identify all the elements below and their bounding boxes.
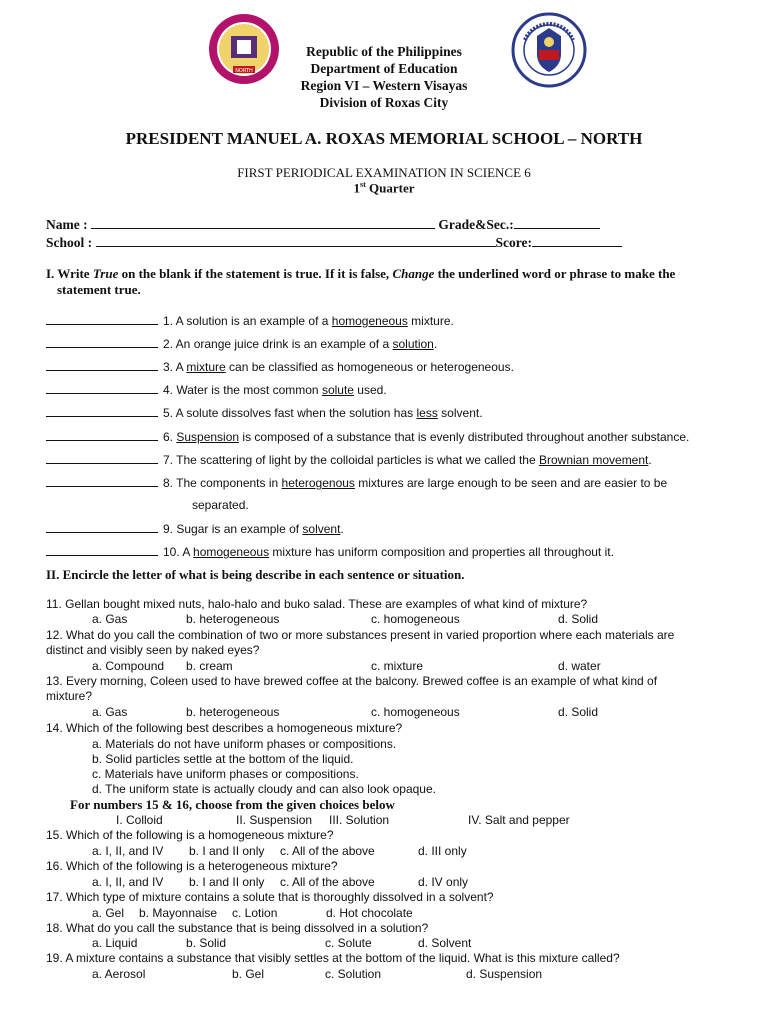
q18-choice-a[interactable]: a. Liquid	[92, 936, 138, 950]
item8-continuation: separated.	[192, 498, 249, 512]
question-16: 16. Which of the following is a heterogeneous mixture?	[46, 859, 338, 873]
q17-choice-c[interactable]: c. Lotion	[232, 906, 278, 920]
tf-item-text: 8. The components in	[163, 476, 282, 490]
q19-choice-b[interactable]: b. Gel	[232, 967, 265, 981]
school-title: PRESIDENT MANUEL A. ROXAS MEMORIAL SCHOOL – NORTH	[125, 129, 643, 148]
tf-item-text-end: .	[433, 337, 438, 351]
q19-choice-c[interactable]: c. Solution	[325, 967, 382, 981]
tf-item-underlined: solution	[392, 337, 434, 351]
q15-choice-b[interactable]: b. I and II only	[189, 844, 265, 858]
tf-item-text: 6.	[163, 430, 177, 444]
tf-item-underlined: Suspension	[176, 430, 240, 444]
choices-note: For numbers 15 & 16, choose from the given choices below	[70, 797, 395, 812]
tf-item-text: 4. Water is the most common	[163, 383, 322, 397]
tf-item	[46, 521, 344, 536]
q14-choice-b[interactable]: b. Solid particles settle at the bottom of the liquid.	[92, 752, 354, 766]
name-label: Name :	[46, 217, 88, 232]
question-11: 11. Gellan bought mixed nuts, halo-halo and buko salad. These are examples of what kind of mixture?	[46, 597, 588, 611]
roman-choice-1: I. Colloid	[116, 813, 163, 827]
tf-item	[46, 313, 454, 328]
tf-item-text-end: can be classified as homogeneous or heterogeneous.	[225, 360, 514, 374]
tf-item-underlined: solute	[321, 383, 354, 397]
tf-item-text: 7. The scattering of light by the colloidal particles is what we called the	[163, 453, 539, 467]
q13-choice-a[interactable]: a. Gas	[92, 705, 128, 719]
roman-choice-3: III. Solution	[329, 813, 390, 827]
answer-blank[interactable]	[46, 452, 158, 464]
tf-item	[46, 475, 667, 490]
q11-choice-b[interactable]: b. heterogeneous	[186, 612, 280, 626]
q15-choice-d[interactable]: d. III only	[418, 844, 467, 858]
question-15: 15. Which of the following is a homogeneous mixture?	[46, 828, 334, 842]
tf-item	[46, 544, 614, 559]
tf-item-underlined: solvent	[302, 522, 341, 536]
name-row	[46, 217, 600, 233]
question-17: 17. Which type of mixture contains a solute that is thoroughly dissolved in a solvent?	[46, 890, 494, 904]
question-13-cont: mixture?	[46, 689, 93, 703]
q14-choice-c[interactable]: c. Materials have uniform phases or compositions.	[92, 767, 359, 781]
q17-choice-b[interactable]: b. Mayonnaise	[139, 906, 218, 920]
tf-item-underlined: Brownian movement	[538, 453, 649, 467]
question-18: 18. What do you call the substance that is being dissolved in a solution?	[46, 921, 429, 935]
question-12-cont: distinct and visibly seen by naked eyes?	[46, 643, 260, 657]
q16-choice-c[interactable]: c. All of the above	[280, 875, 375, 889]
q11-choice-c[interactable]: c. homogeneous	[371, 612, 460, 626]
q15-choice-a[interactable]: a. I, II, and IV	[92, 844, 164, 858]
answer-blank[interactable]	[46, 336, 158, 348]
tf-item	[46, 405, 483, 420]
part1-instructions: I. Write True on the blank if the statement is true. If it is false, Change the underlined word or phrase to make the	[46, 266, 676, 281]
q12-choice-b[interactable]: b. cream	[186, 659, 233, 673]
school-blank[interactable]	[96, 235, 496, 247]
tf-item	[46, 336, 437, 351]
tf-item-underlined: less	[416, 406, 438, 420]
q17-choice-a[interactable]: a. Gel	[92, 906, 125, 920]
tf-item-text-end: used.	[353, 383, 387, 397]
school-row	[46, 235, 622, 251]
question-19: 19. A mixture contains a substance that visibly settles at the bottom of the liquid. What is this mixture called?	[46, 951, 620, 965]
q13-choice-d[interactable]: d. Solid	[558, 705, 599, 719]
q17-choice-d[interactable]: d. Hot chocolate	[326, 906, 413, 920]
q18-choice-b[interactable]: b. Solid	[186, 936, 227, 950]
tf-item-text: 1. A solution is an example of a	[163, 314, 332, 328]
tf-item-text: 2. An orange juice drink is an example of a	[163, 337, 393, 351]
answer-blank[interactable]	[46, 313, 158, 325]
grade-blank[interactable]	[514, 217, 600, 229]
tf-item-text: 3. A	[163, 360, 187, 374]
roman-choice-2: II. Suspension	[236, 813, 313, 827]
quarter-label: 1st Quarter	[353, 180, 415, 196]
answer-blank[interactable]	[46, 359, 158, 371]
q12-choice-c[interactable]: c. mixture	[371, 659, 424, 673]
q12-choice-d[interactable]: d. water	[558, 659, 601, 673]
header-republic: Republic of the Philippines	[306, 44, 462, 59]
tf-item-text: 5. A solute dissolves fast when the solution has	[163, 406, 417, 420]
answer-blank[interactable]	[46, 475, 158, 487]
tf-item-text: 10. A	[163, 545, 194, 559]
answer-blank[interactable]	[46, 429, 158, 441]
q19-choice-a[interactable]: a. Aerosol	[92, 967, 146, 981]
q12-choice-a[interactable]: a. Compound	[92, 659, 165, 673]
tf-item-underlined: homogeneous	[331, 314, 408, 328]
question-14: 14. Which of the following best describes a homogeneous mixture?	[46, 721, 403, 735]
q19-choice-d[interactable]: d. Suspension	[466, 967, 543, 981]
part2-instructions: II. Encircle the letter of what is being describe in each sentence or situation.	[46, 567, 465, 582]
header-division: Division of Roxas City	[319, 95, 449, 110]
tf-item-text: 9. Sugar is an example of	[163, 522, 303, 536]
q11-choice-a[interactable]: a. Gas	[92, 612, 128, 626]
name-blank[interactable]	[91, 217, 435, 229]
q16-choice-d[interactable]: d. IV only	[418, 875, 469, 889]
header-region: Region VI – Western Visayas	[300, 78, 468, 93]
q11-choice-d[interactable]: d. Solid	[558, 612, 599, 626]
tf-item-text-end: is composed of a substance that is evenly distributed throughout another substance.	[239, 430, 690, 444]
q16-choice-b[interactable]: b. I and II only	[189, 875, 265, 889]
tf-item	[46, 382, 387, 397]
q13-choice-c[interactable]: c. homogeneous	[371, 705, 460, 719]
q14-choice-d[interactable]: d. The uniform state is actually cloudy and can also look opaque.	[92, 782, 436, 796]
exam-title: FIRST PERIODICAL EXAMINATION IN SCIENCE 6	[237, 165, 531, 180]
roman-choice-4: IV. Salt and pepper	[468, 813, 570, 827]
q14-choice-a[interactable]: a. Materials do not have uniform phases or compositions.	[92, 737, 397, 751]
tf-item-underlined: mixture	[186, 360, 226, 374]
tf-item-underlined: homogeneous	[193, 545, 270, 559]
tf-item-text-end: .	[340, 522, 344, 536]
answer-blank[interactable]	[46, 521, 158, 533]
tf-item-text-end: mixtures are large enough to be seen and are easier to be	[354, 476, 668, 490]
score-blank[interactable]	[532, 235, 622, 247]
score-label: Score:	[495, 235, 533, 250]
tf-item	[46, 429, 689, 444]
tf-item-text-end: .	[648, 453, 652, 467]
q16-choice-a[interactable]: a. I, II, and IV	[92, 875, 164, 889]
question-13: 13. Every morning, Coleen used to have brewed coffee at the balcony. Brewed coffee is an example of what kind of	[46, 674, 658, 688]
tf-item	[46, 452, 652, 467]
tf-item-text-end: mixture.	[407, 314, 454, 328]
tf-item-text-end: solvent.	[437, 406, 483, 420]
answer-blank[interactable]	[46, 382, 158, 394]
tf-item	[46, 359, 514, 374]
header-department: Department of Education	[310, 61, 458, 76]
q15-choice-c[interactable]: c. All of the above	[280, 844, 375, 858]
question-12: 12. What do you call the combination of two or more substances present in varied proportion where each materials are	[46, 628, 675, 642]
grade-label: Grade&Sec.:	[438, 217, 514, 232]
q18-choice-d[interactable]: d. Solvent	[418, 936, 472, 950]
answer-blank[interactable]	[46, 544, 158, 556]
tf-item-text-end: mixture has uniform composition and properties all throughout it.	[269, 545, 614, 559]
part1-instructions-cont: statement true.	[57, 282, 141, 297]
svg-text:NORTH: NORTH	[235, 68, 253, 74]
q13-choice-b[interactable]: b. heterogeneous	[186, 705, 280, 719]
school-label: School :	[46, 235, 93, 250]
q18-choice-c[interactable]: c. Solute	[325, 936, 372, 950]
tf-item-underlined: heterogenous	[281, 476, 355, 490]
answer-blank[interactable]	[46, 405, 158, 417]
